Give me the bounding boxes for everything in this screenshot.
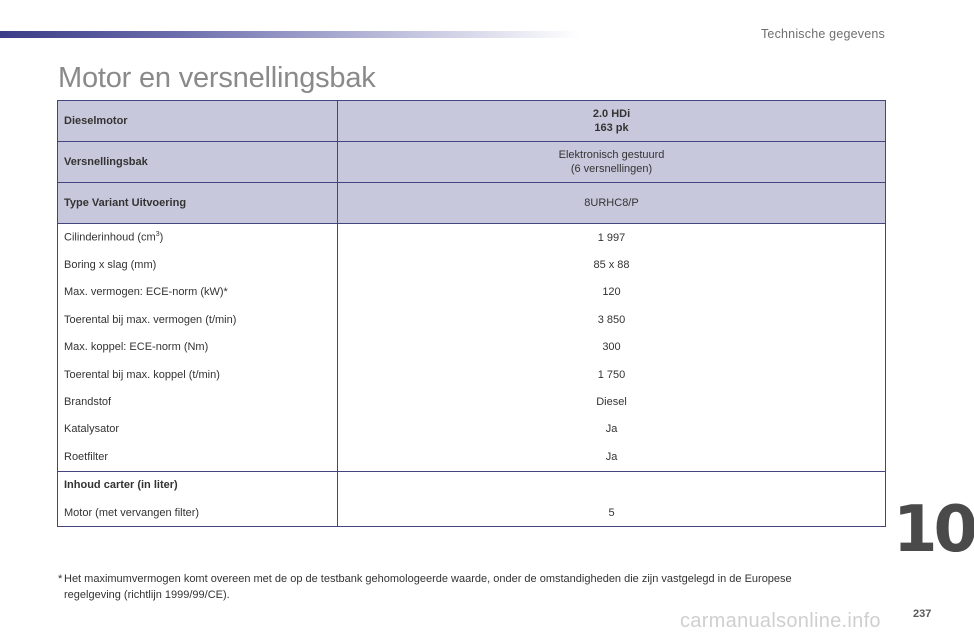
row-label: Brandstof (58, 388, 338, 415)
table-row (58, 251, 886, 278)
engine-power: 163 pk (594, 122, 629, 134)
chapter-number: 10 (893, 493, 974, 567)
row-value: Diesel (338, 388, 886, 415)
footnote (58, 571, 888, 603)
row-label: Max. vermogen: ECE-norm (kW)* (58, 279, 338, 306)
table-row (58, 443, 886, 471)
table-row (58, 416, 886, 443)
table-row-gearbox (58, 142, 886, 183)
row-value: 3 850 (338, 306, 886, 333)
engine-type: 2.0 HDi (592, 108, 631, 120)
header-gradient-bar (0, 31, 580, 38)
engine-spec-table (57, 100, 886, 527)
row-value: 85 x 88 (338, 251, 886, 278)
row-label: Toerental bij max. koppel (t/min) (58, 361, 338, 388)
row-label: Max. koppel: ECE-norm (Nm) (58, 334, 338, 361)
cylinder-value: 1 997 (338, 224, 886, 252)
table-row (58, 224, 886, 252)
oil-capacity-value: 5 (338, 499, 886, 527)
oil-capacity-label: Motor (met vervangen filter) (58, 499, 338, 527)
oil-capacity-heading: Inhoud carter (in liter) (58, 471, 338, 499)
table-row-type-code (58, 183, 886, 224)
table-row (58, 279, 886, 306)
page-title: Motor en versnellingsbak (58, 62, 376, 94)
gearbox-label: Versnellingsbak (58, 142, 338, 183)
table-row (58, 334, 886, 361)
row-value: Ja (338, 416, 886, 443)
row-label: Roetfilter (58, 443, 338, 471)
watermark: carmanualsonline.info (680, 610, 881, 632)
gearbox-gears: (6 versnellingen) (570, 163, 653, 175)
cylinder-label: Cilinderinhoud $(cm^3)$ (58, 224, 338, 252)
section-name: Technische gegevens (760, 27, 885, 41)
footnote-line-2: regelgeving (richtlijn 1999/99/CE). (64, 589, 230, 601)
table-row-engine (58, 101, 886, 142)
footnote-marker: * (58, 573, 63, 585)
type-code-value: 8URHC8/P (338, 183, 886, 224)
row-label: Toerental bij max. vermogen (t/min) (58, 306, 338, 333)
engine-value (338, 101, 886, 142)
row-label: Katalysator (58, 416, 338, 443)
footnote-line-1: Het maximumvermogen komt overeen met de op de testbank gehomologeerde waarde, onder de omstandigheden die zijn vastgelegd in de Europese (64, 573, 792, 585)
row-label: Boring x slag (mm) (58, 251, 338, 278)
row-value: 120 (338, 279, 886, 306)
table-row-oil-heading (58, 471, 886, 499)
table-row (58, 361, 886, 388)
engine-label: Dieselmotor (58, 101, 338, 142)
page-number: 237 (913, 608, 932, 620)
row-value: 300 (338, 334, 886, 361)
row-value: 1 750 (338, 361, 886, 388)
gearbox-type: Elektronisch gestuurd (558, 149, 665, 161)
table-row (58, 388, 886, 415)
type-code-label: Type Variant Uitvoering (58, 183, 338, 224)
row-value: Ja (338, 443, 886, 471)
table-row-oil (58, 499, 886, 527)
table-row (58, 306, 886, 333)
oil-capacity-heading-value (338, 471, 886, 499)
gearbox-value (338, 142, 886, 183)
